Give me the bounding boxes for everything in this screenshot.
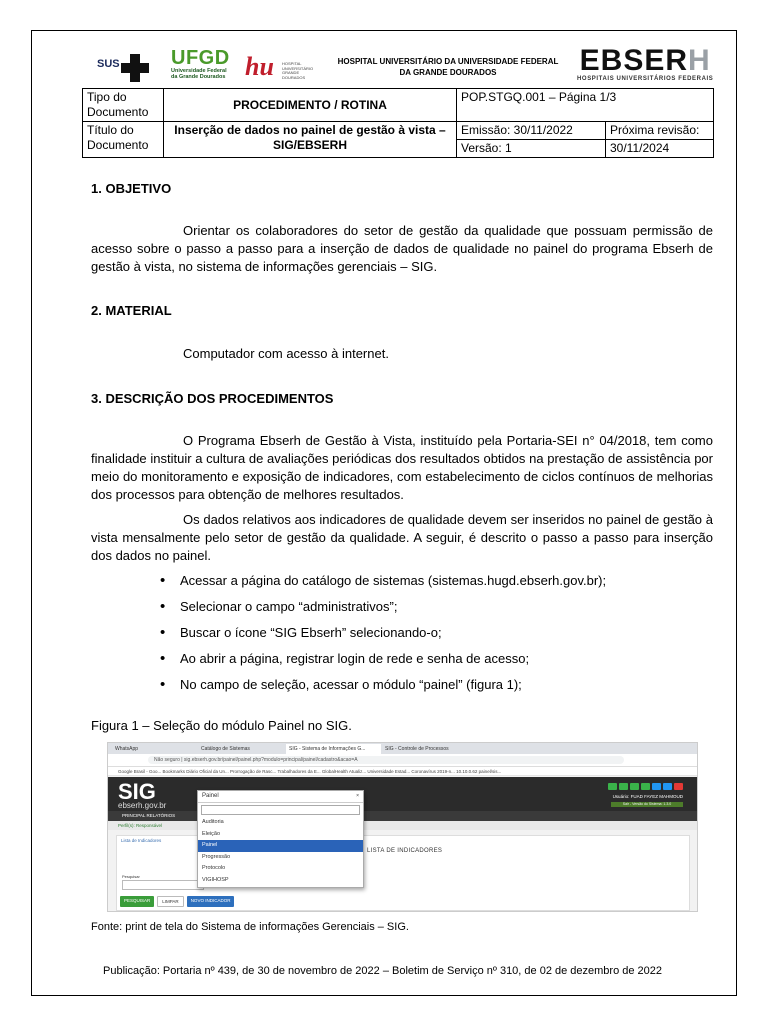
url-field[interactable]: Não seguro | sig.ebserh.gov.br/painel/painel.php?modulo=principal/painel/cadastro&acao=A	[148, 756, 624, 764]
section-1-text: Orientar os colaboradores do setor de gestão da qualidade que possuam permissão de acesso sobre o passo a passo para a inserção de dados de qualidade no painel do programa Ebserh de gestão à vista, no sistema de informações gerenciais – SIG.	[91, 223, 713, 274]
ufgd-logo-sub1: Universidade Federal	[171, 68, 227, 74]
user-bar[interactable]: Sair - Versão do Sistema: 1.3.0	[611, 802, 683, 807]
section-3-paragraph-2: Os dados relativos aos indicadores de qualidade devem ser inseridos no painel de gestão à vista mensalmente pelo setor de gestão da qualidade. A seguir, é descrito o passo a passo para inserção dos dados no painel.	[91, 512, 713, 563]
novo-indicador-button[interactable]: NOVO INDICADOR	[187, 896, 235, 907]
bookmarks-bar[interactable]: Google Brasil - Goo... Bookmarks Diário Oficial da Un... Prorrogação de Rasc... Trabalhadores da E... GlobalHealth Atualiz... Universidade Estad... Coronavírus 2019-n... 10.10.0.62 painel/sis...	[108, 767, 697, 776]
ufgd-logo-main: UFGD	[171, 47, 230, 69]
dropdown-option[interactable]: Progressão	[202, 853, 231, 860]
section-2-text: Computador com acesso à internet.	[183, 346, 389, 361]
ebserh-logo	[577, 46, 713, 82]
section-3-title: 3. DESCRIÇÃO DOS PROCEDIMENTOS	[91, 391, 334, 406]
figure-screenshot	[107, 742, 698, 912]
lista-title: LISTA DE INDICADORES	[367, 848, 443, 854]
dropdown-selected[interactable]	[198, 791, 363, 803]
button-row	[120, 896, 234, 907]
help-icon[interactable]	[652, 783, 661, 790]
dropdown-option[interactable]: Eleição	[202, 830, 221, 837]
grid-icon[interactable]	[630, 783, 639, 790]
sus-cross-icon	[121, 54, 149, 82]
sig-logo-sub: ebserh.gov.br	[118, 801, 167, 810]
hu-logo-sub	[282, 62, 312, 80]
phone-icon[interactable]	[663, 783, 672, 790]
pesquisar-label: Pesquisar	[122, 874, 140, 879]
profile-bar: Perfil(s): Responsável	[108, 821, 697, 830]
tab-lista-indicadores[interactable]: Lista de Indicadores	[121, 838, 162, 843]
hospital-title-line2: DA GRANDE DOURADOS	[399, 68, 497, 77]
code-page: POP.STGQ.001 – Página 1/3	[457, 89, 714, 122]
logo-header	[95, 46, 715, 88]
section-2-title: 2. MATERIAL	[91, 303, 172, 318]
tipo-value: PROCEDIMENTO / ROTINA	[164, 89, 457, 122]
dropdown-option[interactable]: VIGIHOSP	[202, 876, 229, 883]
titulo-value: Inserção de dados no painel de gestão à vista – SIG/EBSERH	[164, 122, 457, 158]
dropdown-selected-value: Painel	[202, 793, 219, 799]
nav-menu[interactable]: PRINCIPAL RELATÓRIOS	[122, 813, 176, 818]
power-icon[interactable]	[674, 783, 683, 790]
header-icons	[608, 783, 683, 790]
list-item: • Buscar o ícone “SIG Ebserh” selecionando-o;	[160, 624, 720, 650]
mail-icon[interactable]	[608, 783, 617, 790]
publication-footer: Publicação: Portaria nº 439, de 30 de novembro de 2022 – Boletim de Serviço nº 310, de 02 de dezembro de 2022	[103, 965, 663, 977]
dropdown-option[interactable]: Protocolo	[202, 865, 226, 872]
list-item: • Ao abrir a página, registrar login de rede e senha de acesso;	[160, 650, 720, 676]
hu-sub-line1: HOSPITAL	[282, 61, 302, 66]
steps-list	[160, 572, 720, 702]
ebserh-logo-letters: EBSER	[579, 44, 689, 77]
list-item: • Selecionar o campo “administrativos”;	[160, 598, 720, 624]
module-dropdown[interactable]	[197, 790, 364, 888]
list-item: • No campo de seleção, acessar o módulo “painel” (figura 1);	[160, 676, 720, 702]
emissao-cell: Emissão: 30/11/2022	[457, 122, 606, 140]
versao-cell: Versão: 1	[457, 140, 606, 158]
list-item: • Acessar a página do catálogo de sistemas (sistemas.hugd.ebserh.gov.br);	[160, 572, 720, 598]
document-header-table	[82, 88, 714, 158]
tipo-label: Tipo do Documento	[83, 89, 164, 122]
hospital-title	[323, 56, 573, 78]
hu-sub-line3: GRANDE	[282, 70, 300, 75]
sus-logo-text: SUS	[97, 58, 120, 70]
section-3-paragraph-1: O Programa Ebserh de Gestão à Vista, instituído pela Portaria-SEI n° 04/2018, tem como finalidade instituir a cultura de avaliações periódicas dos resultados obtidos na prestação de assistência por meio do monitoramento e exposição de indicadores, com estabelecimento de ciclos contínuos de melhorias dos processos para obtenção de melhores resultados.	[91, 433, 713, 502]
titulo-label: Título do Documento	[83, 122, 164, 158]
close-icon[interactable]: ×	[356, 793, 359, 799]
browser-tab[interactable]: SIG - Controle de Processos	[385, 746, 449, 752]
hu-sub-line4: DOURADOS	[282, 74, 306, 80]
figure-caption: Figura 1 – Seleção do módulo Painel no SIG.	[91, 718, 352, 733]
hu-logo	[245, 48, 315, 86]
pesquisar-input[interactable]	[122, 880, 204, 890]
hospital-title-line1: HOSPITAL UNIVERSITÁRIO DA UNIVERSIDADE FEDERAL	[337, 57, 559, 66]
hu-sub-line2: UNIVERSITÁRIO	[282, 65, 314, 71]
list-icon[interactable]	[641, 783, 650, 790]
browser-tab[interactable]: WhatsApp	[115, 746, 139, 752]
ebserh-logo-main	[577, 46, 713, 76]
user-label: Usuário: FUAD FAYEZ MAHMOUD	[612, 794, 683, 799]
proxima-date: 30/11/2024	[606, 140, 714, 158]
pesquisar-button[interactable]: PESQUISAR	[120, 896, 154, 907]
chat-icon[interactable]	[619, 783, 628, 790]
dropdown-option-selected[interactable]: Painel	[198, 840, 363, 852]
ebserh-logo-h: H	[688, 44, 711, 77]
browser-tab[interactable]: Catálogo de Sistemas	[201, 746, 250, 752]
section-1-title: 1. OBJETIVO	[91, 181, 172, 196]
proxima-label: Próxima revisão:	[606, 122, 714, 140]
limpar-button[interactable]: LIMPAR	[157, 896, 183, 907]
dropdown-search-input[interactable]	[201, 805, 360, 815]
ufgd-logo	[171, 48, 230, 80]
browser-tab-active[interactable]: SIG - Sistema de Informações G...	[286, 744, 381, 754]
hu-logo-text: hu	[245, 52, 274, 81]
sig-logo: SIG	[118, 779, 156, 804]
browser-tab-bar	[108, 743, 697, 754]
dropdown-option[interactable]: Auditoria	[202, 819, 224, 825]
address-bar	[108, 754, 697, 767]
ufgd-logo-sub2: da Grande Dourados	[171, 74, 226, 80]
figure-source: Fonte: print de tela do Sistema de informações Gerenciais – SIG.	[91, 921, 409, 933]
ebserh-logo-sub: HOSPITAIS UNIVERSITÁRIOS FEDERAIS	[577, 76, 714, 82]
